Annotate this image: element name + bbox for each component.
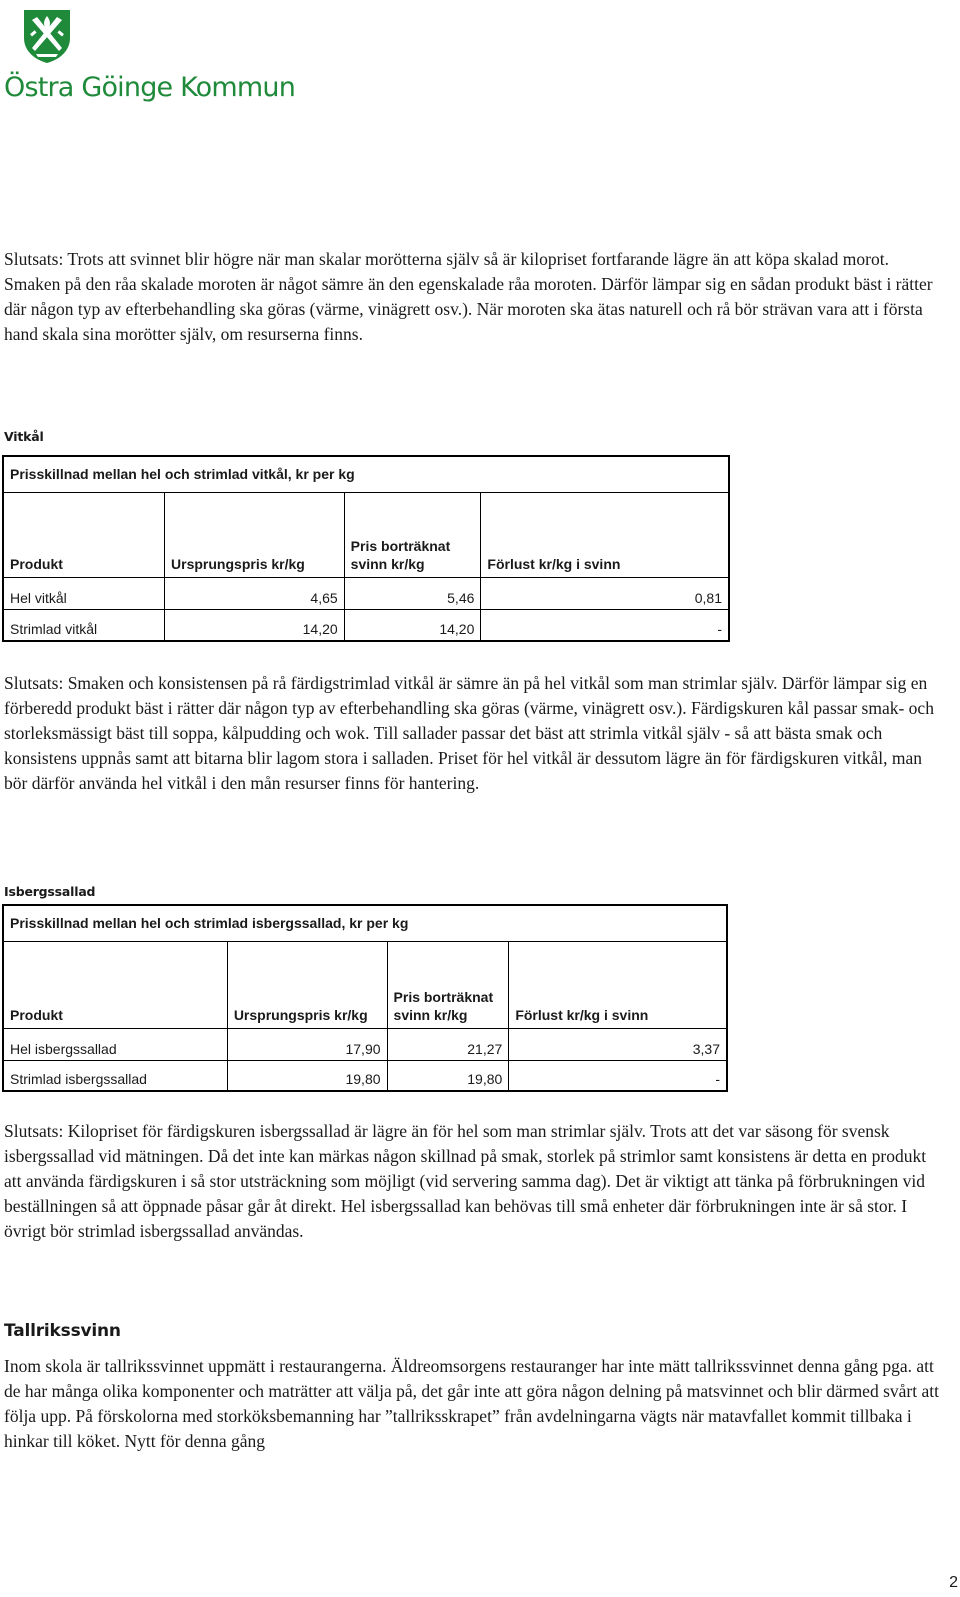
table-row bbox=[3, 577, 729, 609]
section-heading-isbergssallad: Isbergssallad bbox=[4, 884, 96, 899]
column-header-original-price: Ursprungspris kr/kg bbox=[165, 492, 345, 577]
carrot-conclusion-paragraph: Slutsats: Trots att svinnet blir högre när man skalar morötterna själv så är kilopriset fortfarande lägre än att köpa skalad morot. Smaken på den råa skalade moroten är något sämre än den egenskalade råa moroten. Därför lämpar sig en sådan produkt bäst i rätter där någon typ av efterbehandling ska göras (värme, vinägrett osv.). När moroten ska ätas naturell och rå bör strävan vara att i första hand skala sina morötter själv, om resurserna finns. bbox=[4, 249, 933, 344]
table-cell-loss: - bbox=[481, 609, 729, 641]
vitkal-price-table bbox=[2, 455, 730, 642]
table-cell-product: Strimlad vitkål bbox=[3, 609, 165, 641]
column-header-loss: Förlust kr/kg i svinn bbox=[481, 492, 729, 577]
table-cell-product: Hel isbergssallad bbox=[3, 1028, 227, 1060]
section-heading-tallrikssvinn: Tallrikssvinn bbox=[4, 1321, 121, 1341]
table-row bbox=[3, 609, 729, 641]
column-header-product: Produkt bbox=[3, 492, 165, 577]
table-cell-original-price: 14,20 bbox=[165, 609, 345, 641]
column-header-product: Produkt bbox=[3, 941, 227, 1028]
section-heading-vitkal: Vitkål bbox=[4, 429, 44, 444]
tallrikssvinn-paragraph: Inom skola är tallrikssvinnet uppmätt i restaurangerna. Äldreomsorgens restauranger har inte mätt tallrikssvinnet denna gång pga. att de har många olika komponenter och maträtter att välja på, det går inte att göra någon delning på matsvinnet och blir därmed svårt att följa upp. På förskolorna med storköksbemanning har ”tallriksskrapet” från avdelningarna vägts när matavfallet kommit tillbaka i hinkar till köket. Nytt för denna gång bbox=[4, 1356, 939, 1451]
vitkal-conclusion-paragraph: Slutsats: Smaken och konsistensen på rå färdigstrimlad vitkål är sämre än på hel vitkål som man strimlar själv. Därför lämpar sig en förberedd produkt bäst i rätter där någon typ av efterbehandling ska göras (värme, vinägrett osv.). Färdigskuren kål passar smak- och storleksmässigt bäst till soppa, kålpudding och wok. Till sallader passar det bäst att strimla vitkål själv - så att bästa smak och konsistens uppnås samt att bitarna blir lagom stora i salladen. Priset för hel vitkål är dessutom lägre än för färdigskuren vitkål, man bör därför använda hel vitkål i den mån resurser finns för hantering. bbox=[4, 673, 934, 793]
table-row bbox=[3, 1060, 727, 1091]
table-cell-loss: - bbox=[509, 1060, 727, 1091]
table-cell-price-excl-waste: 14,20 bbox=[344, 609, 481, 641]
isbergssallad-conclusion-paragraph: Slutsats: Kilopriset för färdigskuren isbergssallad är lägre än för hel som man strimlar själv. Trots att det var säsong för svensk isbergssallad vid mätningen. Då det inte kan märkas någon skillnad på smak, storlek på strimlor samt konsistens är detta en produkt att använda färdigskuren i så stor utsträckning som möjligt (vid servering samma dag). Det är viktigt att tänka på förbrukningen vid beställningen så att öppnade påsar går åt direkt. Hel isbergssallad kan behövas till små enheter där förbrukningen inte är så stor. I övrigt bör strimlad isbergssallad användas. bbox=[4, 1121, 927, 1241]
column-header-original-price: Ursprungspris kr/kg bbox=[227, 941, 387, 1028]
column-header-loss: Förlust kr/kg i svinn bbox=[509, 941, 727, 1028]
column-header-price-excl-waste: Pris borträknat svinn kr/kg bbox=[344, 492, 481, 577]
table-cell-original-price: 17,90 bbox=[227, 1028, 387, 1060]
isbergssallad-price-table bbox=[2, 904, 728, 1092]
column-header-price-excl-waste: Pris borträknat svinn kr/kg bbox=[387, 941, 509, 1028]
table-cell-original-price: 19,80 bbox=[227, 1060, 387, 1091]
table-cell-loss: 3,37 bbox=[509, 1028, 727, 1060]
table-cell-price-excl-waste: 5,46 bbox=[344, 577, 481, 609]
municipality-crest-logo bbox=[22, 8, 72, 64]
table-cell-loss: 0,81 bbox=[481, 577, 729, 609]
table-cell-original-price: 4,65 bbox=[165, 577, 345, 609]
table-cell-price-excl-waste: 19,80 bbox=[387, 1060, 509, 1091]
table-row bbox=[3, 1028, 727, 1060]
table-cell-product: Strimlad isbergssallad bbox=[3, 1060, 227, 1091]
table-cell-price-excl-waste: 21,27 bbox=[387, 1028, 509, 1060]
municipality-name: Östra Göinge Kommun bbox=[4, 72, 296, 103]
table-caption: Prisskillnad mellan hel och strimlad vitkål, kr per kg bbox=[3, 456, 729, 492]
table-cell-product: Hel vitkål bbox=[3, 577, 165, 609]
table-caption: Prisskillnad mellan hel och strimlad isbergssallad, kr per kg bbox=[3, 905, 727, 941]
page-number: 2 bbox=[949, 1574, 958, 1591]
